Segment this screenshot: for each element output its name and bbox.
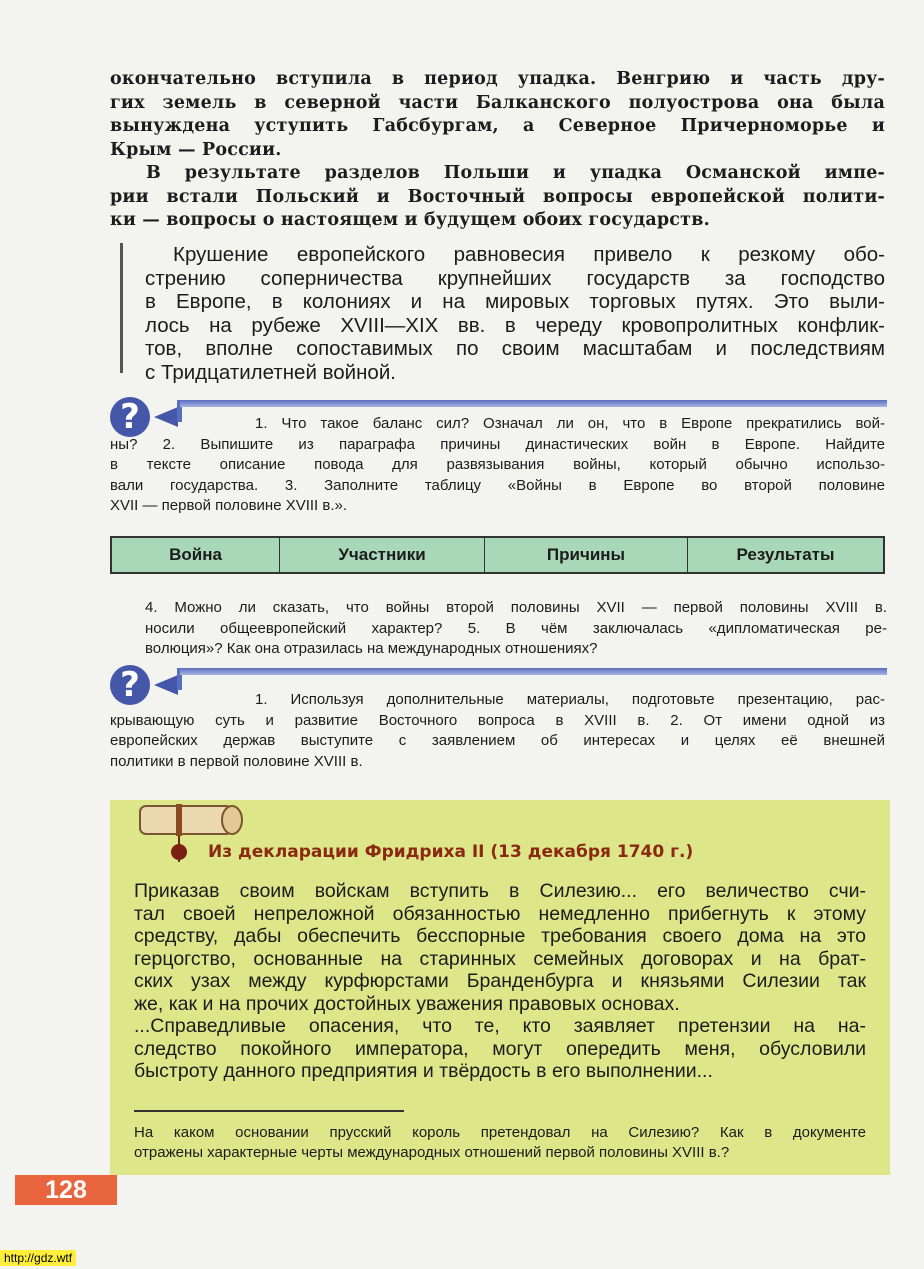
text-line: окончательно вступила в период упадка. Венгрию и часть дру- xyxy=(110,69,885,89)
wars-table-header xyxy=(110,536,885,574)
text-line: средству, дабы обеспечить бесспорные требования своего дома на это xyxy=(134,925,866,947)
question-line: XVII — первой половине XVIII в.». xyxy=(110,497,348,514)
text-line: стрению соперничества крупнейших государств за господство xyxy=(145,266,885,290)
text-line: Крушение европейского равновесия привело к резкому обо- xyxy=(173,243,885,266)
question-mark-icon: ? xyxy=(110,397,150,437)
text-line: вынуждена уступить Габсбургам, а Северное Причерноморье и xyxy=(110,116,885,136)
question-line: волюция»? Как она отразилась на международных отношениях? xyxy=(145,640,598,657)
text-line: лось на рубеже XVIII—XIX вв. в череду кровопролитных конфлик- xyxy=(145,313,885,337)
highlight-quote xyxy=(145,243,885,384)
question-line: 1. Что такое баланс сил? Означал ли он, что в Европе прекратились вой- xyxy=(255,415,885,432)
watermark-link[interactable]: http://gdz.wtf xyxy=(0,1250,76,1266)
question-line: крывающую суть и развитие Восточного вопроса в XVIII в. 2. От имени одной из xyxy=(110,711,885,729)
question-mark-icon: ? xyxy=(110,665,150,705)
question-line: отражены характерные черты международных отношений первой половины XVIII в.? xyxy=(134,1144,730,1161)
text-line: В результате разделов Польши и упадка Османской импе- xyxy=(146,163,885,183)
question-line: вали государства. 3. Заполните таблицу «Войны в Европе во второй половине xyxy=(110,476,885,494)
text-line: рии встали Польский и Восточный вопросы европейской полити- xyxy=(110,186,885,207)
page-number: 128 xyxy=(15,1175,117,1205)
text-line: Приказав своим войскам вступить в Силезию... его величество счи- xyxy=(134,880,866,902)
text-line: герцогство, основанные на старинных семейных договорах и на брат- xyxy=(134,947,866,970)
table-header-cell: Война xyxy=(112,538,280,572)
text-line: тал своей непреложной обязанностью немедленно прибегнуть к этому xyxy=(134,902,866,925)
document-text xyxy=(134,880,866,1083)
question-line: 1. Используя дополнительные материалы, подготовьте презентацию, рас- xyxy=(255,691,885,708)
divider xyxy=(180,668,887,675)
document-title: Из декларации Фридриха II (13 декабря 1740 г.) xyxy=(208,842,694,862)
text-line: в Европе, в колониях и на мировых торговых путях. Это выли- xyxy=(145,290,885,313)
table-header-cell: Результаты xyxy=(736,545,835,564)
question-line: На каком основании прусский король претендовал на Силезию? Как в документе xyxy=(134,1124,866,1141)
question-line: ны? 2. Выпишите из параграфа причины династических войн в Европе. Найдите xyxy=(110,435,885,453)
table-header-cell: Участники xyxy=(280,538,485,572)
text-line: ских узах между курфюрстами Бранденбурга и князьями Силезии так xyxy=(134,970,866,992)
question-line: политики в первой половине XVIII в. xyxy=(110,752,363,770)
text-line: ...Справедливые опасения, что те, кто заявляет претензии на на- xyxy=(134,1015,866,1037)
table-header-cell: Причины xyxy=(485,538,688,572)
question-line: носили общеевропейский характер? 5. В чём заключалась «дипломатическая ре- xyxy=(145,619,887,637)
question-line: европейских держав выступите с заявлением об интересах и целях её внешней xyxy=(110,732,885,749)
text-line: с Тридцатилетней войной. xyxy=(145,360,396,384)
divider xyxy=(134,1110,404,1112)
text-line: тов, вполне сопоставимых по своим масштабам и последствиям xyxy=(145,337,885,360)
question-line: 4. Можно ли сказать, что войны второй половины XVII — первой половины XVIII в. xyxy=(145,599,887,616)
question-line: в тексте описание повода для развязывания войны, который обычно использо- xyxy=(110,456,885,473)
text-line: же, как и на прочих достойных уважения правовых основах. xyxy=(134,992,680,1015)
text-line: Крым — России. xyxy=(110,139,282,160)
questions-continued xyxy=(145,598,887,660)
document-question xyxy=(134,1123,866,1163)
quote-bar xyxy=(120,243,123,373)
main-text xyxy=(110,68,885,233)
text-line: быстроту данного предприятия и твёрдость в его выполнении... xyxy=(134,1060,713,1082)
divider xyxy=(180,400,887,407)
text-line: гих земель в северной части Балканского полуострова она была xyxy=(110,92,885,113)
text-line: ки — вопросы о настоящем и будущем обоих государств. xyxy=(110,210,710,230)
text-line: следство покойного императора, могут опередить меня, обусловили xyxy=(134,1037,866,1060)
